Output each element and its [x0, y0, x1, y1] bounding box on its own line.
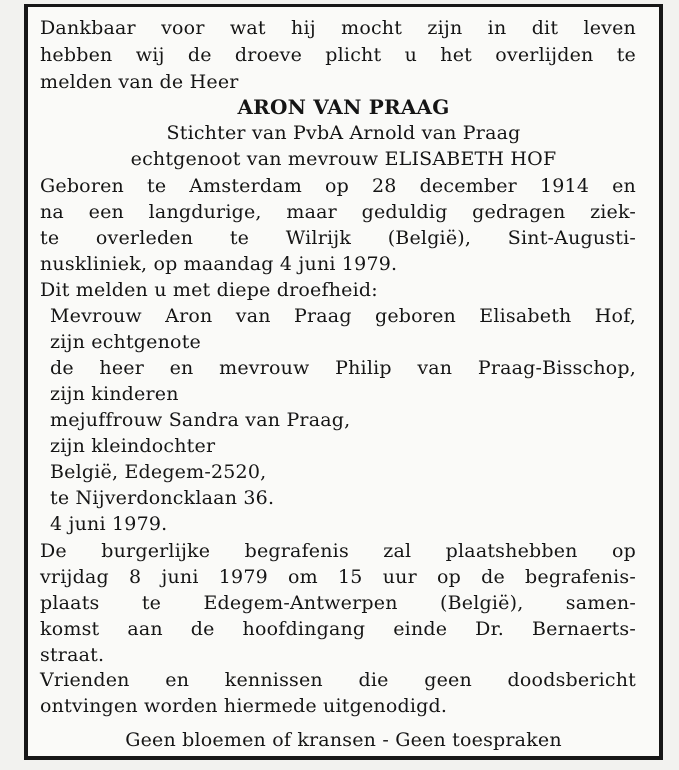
- detail-line-4: nuskliniek, op maandag 4 juni 1979.: [40, 253, 398, 275]
- funeral-line-4: komst aan de hoofdingang einde Dr. Bernaerts-: [40, 618, 636, 640]
- announcement-line: Dit melden u met diepe droefheid:: [40, 279, 378, 301]
- closing-line-2: ontvingen worden hiermede uitgenodigd.: [40, 695, 448, 717]
- family-line-2: zijn echtgenote: [50, 331, 201, 353]
- intro-line-2: hebben wij de droeve plicht u het overlijden te: [40, 44, 636, 66]
- detail-line-2: na een langdurige, maar geduldig gedragen ziek-: [40, 201, 636, 223]
- funeral-line-3: plaats te Edegem-Antwerpen (België), samen-: [40, 592, 636, 614]
- death-notice-frame: [24, 4, 663, 760]
- family-line-9: 4 juni 1979.: [50, 513, 168, 535]
- intro-line-3: melden van de Heer: [40, 71, 239, 93]
- family-line-6: zijn kleindochter: [50, 435, 216, 457]
- subtitle-spouse: echtgenoot van mevrouw ELISABETH HOF: [130, 148, 557, 170]
- family-line-3: de heer en mevrouw Philip van Praag-Bisschop,: [50, 357, 636, 379]
- funeral-line-5: straat.: [40, 644, 105, 666]
- family-line-8: te Nijverdoncklaan 36.: [50, 487, 275, 509]
- detail-line-3: te overleden te Wilrijk (België), Sint-Augusti-: [40, 227, 636, 249]
- funeral-line-2: vrijdag 8 juni 1979 om 15 uur op de begrafenis-: [40, 566, 636, 588]
- intro-line-1: Dankbaar voor wat hij mocht zijn in dit leven: [40, 17, 636, 39]
- family-line-1: Mevrouw Aron van Praag geboren Elisabeth Hof,: [50, 305, 636, 327]
- closing-line-1: Vrienden en kennissen die geen doodsbericht: [40, 669, 636, 691]
- family-line-4: zijn kinderen: [50, 383, 179, 405]
- funeral-line-1: De burgerlijke begrafenis zal plaatshebben op: [40, 540, 636, 562]
- family-line-5: mejuffrouw Sandra van Praag,: [50, 409, 351, 431]
- detail-line-1: Geboren te Amsterdam op 28 december 1914 en: [40, 175, 636, 197]
- subtitle-founder: Stichter van PvbA Arnold van Praag: [166, 122, 521, 144]
- family-line-7: België, Edegem-2520,: [50, 461, 267, 483]
- deceased-name: ARON VAN PRAAG: [237, 95, 450, 119]
- footer-note: Geen bloemen of kransen - Geen toespraken: [125, 729, 562, 751]
